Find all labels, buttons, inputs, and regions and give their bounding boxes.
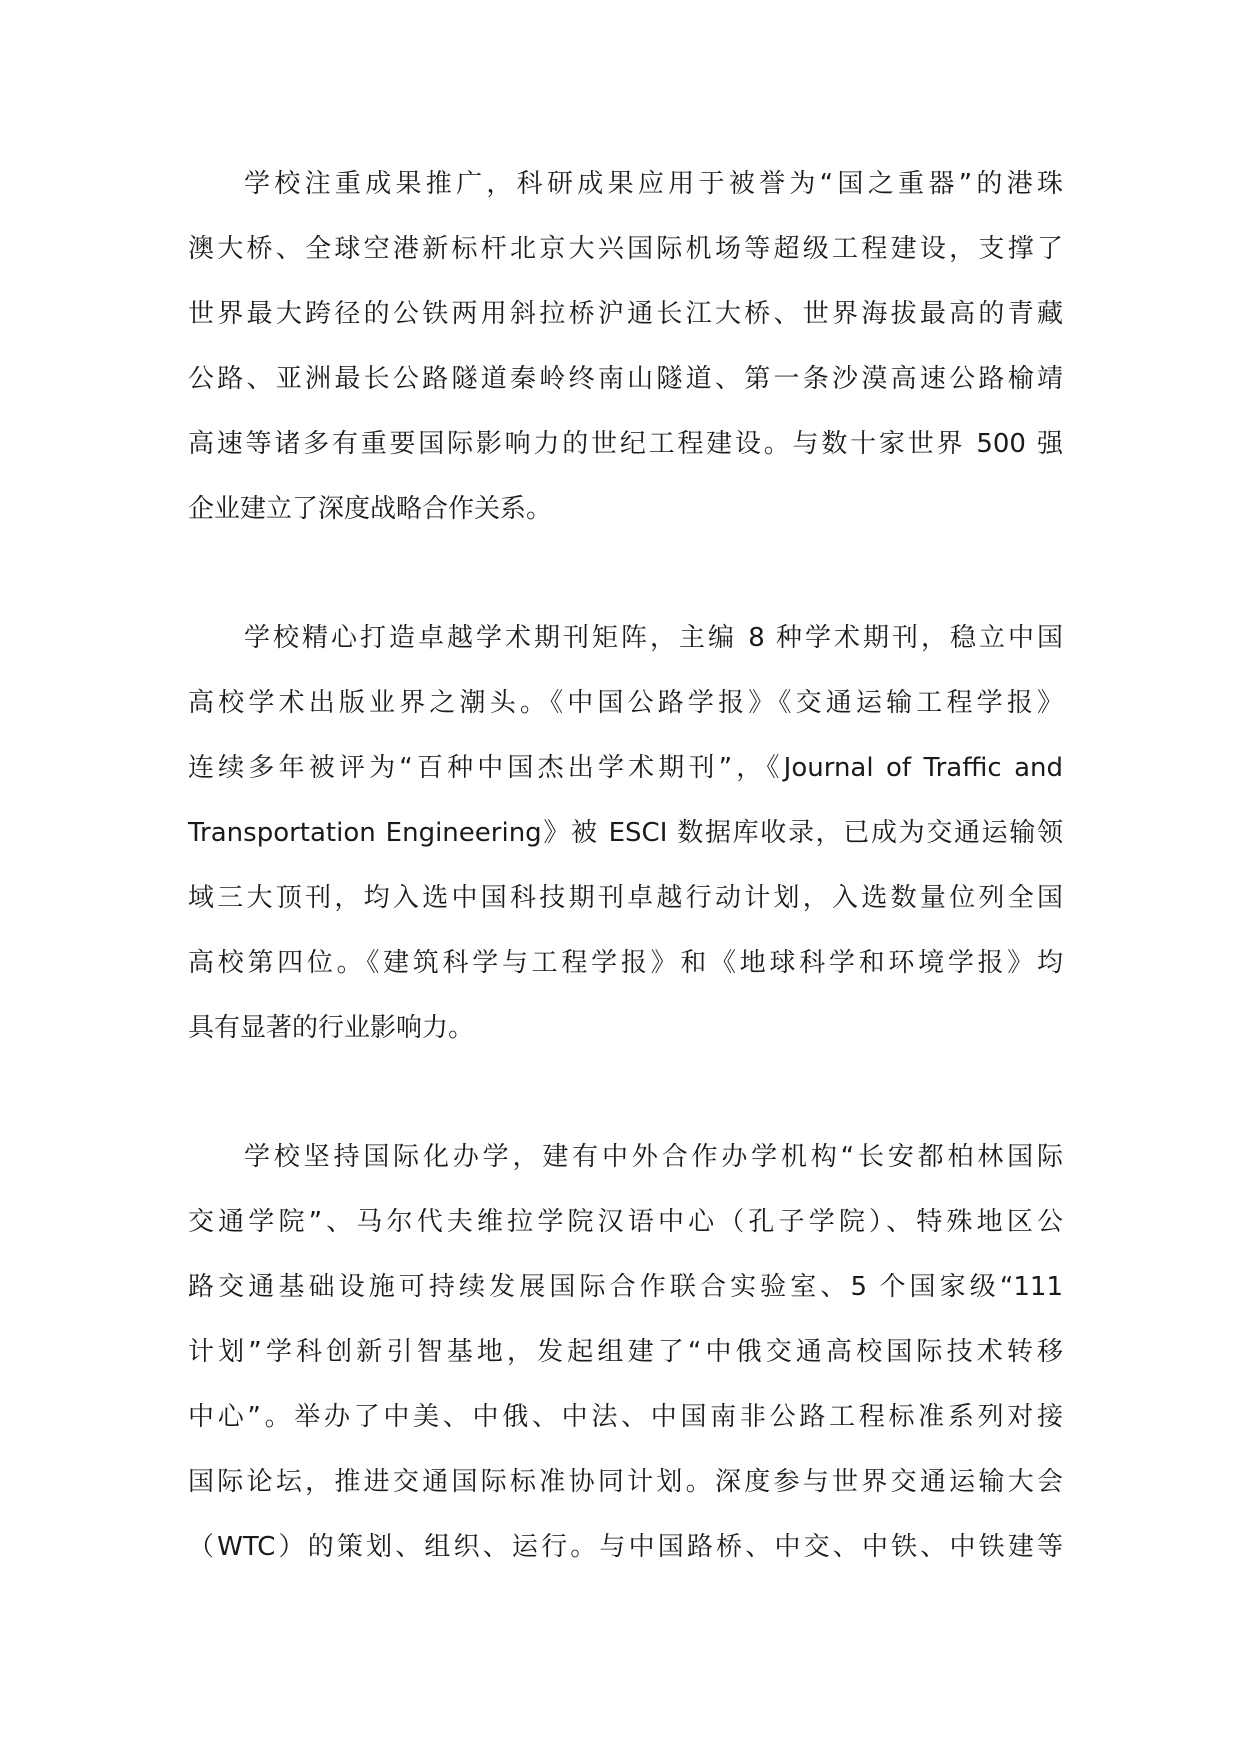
text-line: 企业建立了深度战略合作关系。 <box>188 494 553 524</box>
text-line: 交通学院”、马尔代夫维拉学院汉语中心（孔子学院）、特殊地区公 <box>188 1207 1063 1237</box>
text-line: 澳大桥、全球空港新标杆北京大兴国际机场等超级工程建设，支撑了 <box>188 234 1063 264</box>
text-line: 高速等诸多有重要国际影响力的世纪工程建设。与数十家世界 500 强 <box>188 429 1063 459</box>
text-line: 域三大顶刊，均入选中国科技期刊卓越行动计划，入选数量位列全国 <box>188 883 1063 913</box>
paragraph-achievements <box>188 152 1063 542</box>
text-line: 学校坚持国际化办学，建有中外合作办学机构“长安都柏林国际 <box>244 1142 1063 1172</box>
text-line: 连续多年被评为“百种中国杰出学术期刊”，《Journal of Traffic and <box>188 753 1063 783</box>
text-line: 中心”。举办了中美、中俄、中法、中国南非公路工程标准系列对接 <box>188 1402 1063 1432</box>
text-line: Transportation Engineering》被 ESCI 数据库收录，已成为交通运输领 <box>188 818 1063 848</box>
text-line: 学校精心打造卓越学术期刊矩阵，主编 8 种学术期刊，稳立中国 <box>244 623 1063 653</box>
paragraph-international <box>188 1125 1063 1580</box>
text-line: 具有显著的行业影响力。 <box>188 1013 475 1043</box>
paragraph-journals <box>188 606 1063 1061</box>
text-line: 学校注重成果推广，科研成果应用于被誉为“国之重器”的港珠 <box>244 169 1063 199</box>
text-line: 路交通基础设施可持续发展国际合作联合实验室、5 个国家级“111 <box>188 1272 1063 1302</box>
text-line: 公路、亚洲最长公路隧道秦岭终南山隧道、第一条沙漠高速公路榆靖 <box>188 364 1063 394</box>
text-line: （WTC）的策划、组织、运行。与中国路桥、中交、中铁、中铁建等 <box>188 1532 1063 1562</box>
text-line: 高校第四位。《建筑科学与工程学报》和《地球科学和环境学报》均 <box>188 948 1063 978</box>
text-line: 高校学术出版业界之潮头。《中国公路学报》《交通运输工程学报》 <box>188 688 1063 718</box>
text-line: 国际论坛，推进交通国际标准协同计划。深度参与世界交通运输大会 <box>188 1467 1063 1497</box>
text-line: 计划”学科创新引智基地，发起组建了“中俄交通高校国际技术转移 <box>188 1337 1063 1367</box>
text-line: 世界最大跨径的公铁两用斜拉桥沪通长江大桥、世界海拔最高的青藏 <box>188 299 1063 329</box>
